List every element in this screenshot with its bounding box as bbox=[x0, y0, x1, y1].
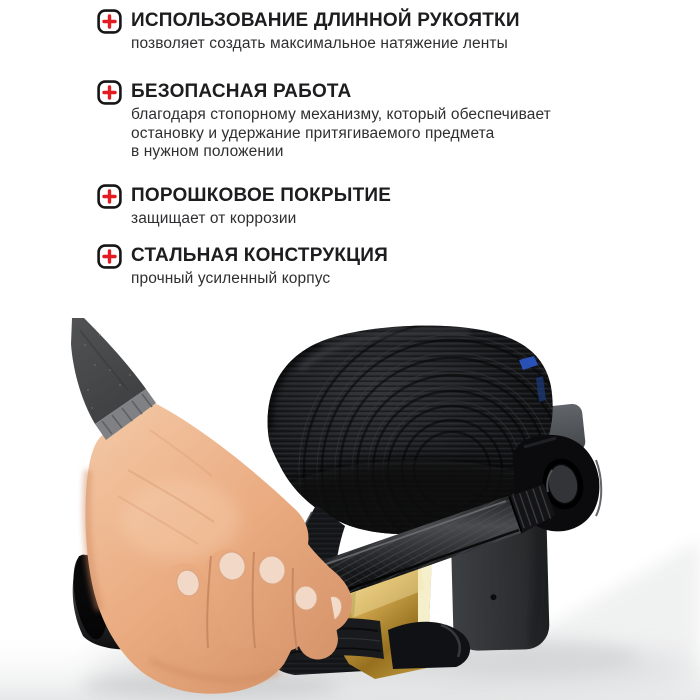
feature-line: в нужном положении bbox=[131, 143, 284, 160]
feature-title: ПОРОШКОВОЕ ПОКРЫТИЕ bbox=[131, 185, 392, 206]
feature-title: СТАЛЬНАЯ КОНСТРУКЦИЯ bbox=[131, 245, 388, 266]
plus-icon bbox=[97, 9, 122, 34]
feature-line: позволяет создать максимальное натяжение ленты bbox=[131, 35, 508, 52]
plus-icon bbox=[97, 184, 122, 209]
plus-icon bbox=[97, 244, 122, 269]
feature-item-safe-work bbox=[97, 80, 551, 162]
feature-line: благодаря стопорному механизму, который обеспечивает bbox=[131, 106, 551, 123]
plus-icon bbox=[97, 80, 122, 105]
feature-line: защищает от коррозии bbox=[131, 210, 297, 227]
feature-line: остановку и удержание притягиваемого предмета bbox=[131, 124, 495, 142]
feature-item-long-handle bbox=[97, 9, 520, 54]
feature-item-steel-construction bbox=[97, 244, 388, 289]
product-photo bbox=[0, 312, 700, 700]
feature-title: БЕЗОПАСНАЯ РАБОТА bbox=[131, 81, 352, 102]
feature-item-powder-coating bbox=[97, 184, 391, 229]
feature-title: ИСПОЛЬЗОВАНИЕ ДЛИННОЙ РУКОЯТКИ bbox=[131, 10, 520, 31]
feature-line: прочный усиленный корпус bbox=[131, 270, 331, 287]
